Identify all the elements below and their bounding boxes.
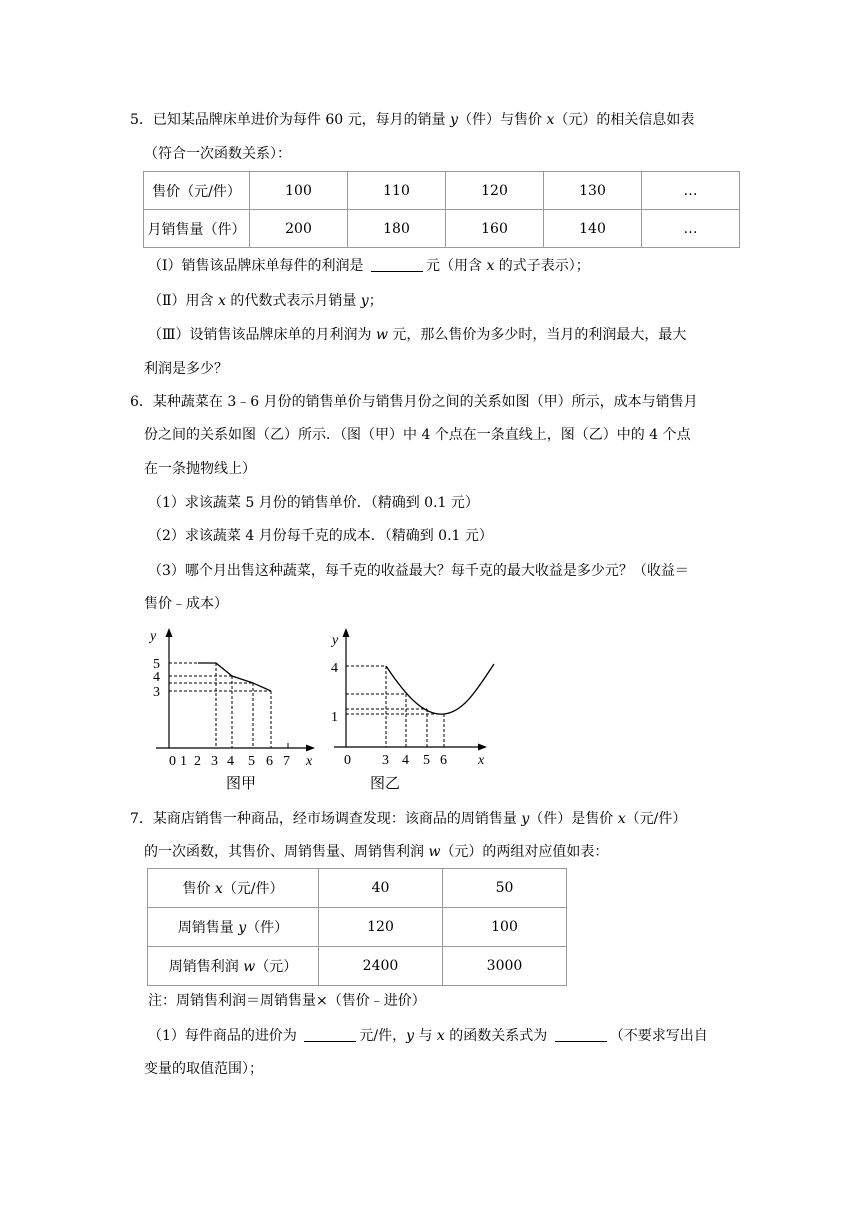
graph-jia xyxy=(140,622,330,794)
x-axis-label: x xyxy=(306,754,313,769)
q7-table xyxy=(147,868,567,986)
q5-part3: （Ⅲ）设销售该品牌床单的月利润为 w 元，那么售价为多少时，当月的利润最大，最大 xyxy=(148,327,687,343)
table-cell: 120 xyxy=(446,172,544,210)
table-cell: 周销售量 y（件） xyxy=(148,908,319,947)
table-cell: 周销售利润 w（元） xyxy=(148,947,319,986)
y-tick-label: 4 xyxy=(331,661,338,676)
x-tick-label: 6 xyxy=(440,753,447,768)
q7-line1: 7．某商店销售一种商品，经市场调查发现：该商品的周销售量 y（件）是售价 x（元/件） xyxy=(130,811,687,827)
q7-note: 注：周销售利润＝周销售量×（售价﹣进价） xyxy=(148,993,426,1009)
x-axis-arrow xyxy=(478,744,487,751)
q5-line2: （符合一次函数关系）： xyxy=(144,146,291,162)
y-axis-arrow xyxy=(166,628,173,637)
table-cell: … xyxy=(642,172,740,210)
q7-sub1: （1）每件商品的进价为 元/件，y 与 x 的函数关系式为 （不要求写出自 xyxy=(148,1028,708,1044)
graph-yi xyxy=(326,620,502,794)
y-tick-label: 3 xyxy=(153,685,160,700)
q7-line2: 的一次函数，其售价、周销售量、周销售利润 w（元）的两组对应值如表： xyxy=(144,844,609,860)
y-tick-label: 5 xyxy=(153,657,160,672)
q5-part3-cont: 利润是多少？ xyxy=(144,361,228,377)
table-row xyxy=(148,947,567,986)
table-cell: 售价（元/件） xyxy=(144,172,250,210)
table-row xyxy=(144,210,740,248)
table-cell: 120 xyxy=(319,908,443,947)
table-cell: 180 xyxy=(348,210,446,248)
x-tick-label: 4 xyxy=(402,753,409,768)
table-cell: 160 xyxy=(446,210,544,248)
q7-sub1-cont: 变量的取值范围）； xyxy=(144,1061,263,1077)
cost-curve xyxy=(386,664,494,714)
y-axis-arrow xyxy=(343,628,350,637)
q6-sub1: （1）求该蔬菜 5 月份的销售单价．（精确到 0.1 元） xyxy=(148,495,479,511)
table-cell: … xyxy=(642,210,740,248)
table-cell: 140 xyxy=(544,210,642,248)
table-cell: 100 xyxy=(443,908,567,947)
x-tick-label: 5 xyxy=(248,754,255,769)
table-cell: 3000 xyxy=(443,947,567,986)
origin-label: 0 xyxy=(344,753,351,768)
q6-line3: 在一条抛物线上） xyxy=(144,461,256,477)
answer-blank[interactable] xyxy=(304,1027,356,1042)
q5-part2: （Ⅱ）用含 x 的代数式表示月销量 y； xyxy=(148,293,383,309)
table-cell: 110 xyxy=(348,172,446,210)
table-cell: 40 xyxy=(319,869,443,908)
answer-blank[interactable] xyxy=(371,257,423,272)
table-cell: 200 xyxy=(250,210,348,248)
table-cell: 100 xyxy=(250,172,348,210)
answer-blank[interactable] xyxy=(555,1027,607,1042)
x-tick-label: 4 xyxy=(227,754,234,769)
x-tick-label: 7 xyxy=(283,754,290,769)
graph-caption: 图乙 xyxy=(370,774,401,792)
table-cell: 2400 xyxy=(319,947,443,986)
q6-line2: 份之间的关系如图（乙）所示．（图（甲）中 4 个点在一条直线上，图（乙）中的 4 个点 xyxy=(144,427,691,443)
table-row xyxy=(148,908,567,947)
x-tick-label: 3 xyxy=(211,754,218,769)
q5-part1: （Ⅰ）销售该品牌床单每件的利润是 元（用含 x 的式子表示）； xyxy=(148,258,590,274)
x-axis-label: x xyxy=(478,753,485,768)
table-cell: 50 xyxy=(443,869,567,908)
graph-caption: 图甲 xyxy=(226,774,257,792)
q6-sub3-cont: 售价﹣成本） xyxy=(144,596,228,612)
q6-sub2: （2）求该蔬菜 4 月份每千克的成本．（精确到 0.1 元） xyxy=(148,528,493,544)
x-axis-arrow xyxy=(306,745,315,752)
y-tick-label: 4 xyxy=(153,670,160,685)
x-tick-label: 3 xyxy=(382,753,389,768)
table-row xyxy=(144,172,740,210)
y-tick-label: 1 xyxy=(331,710,338,725)
table-row xyxy=(148,869,567,908)
x-tick-label: 1 xyxy=(180,754,187,769)
y-axis-label: y xyxy=(332,633,339,648)
x-tick-label: 6 xyxy=(266,754,273,769)
q6-line1: 6．某种蔬菜在 3﹣6 月份的销售单价与销售月份之间的关系如图（甲）所示，成本与销售月 xyxy=(130,394,698,410)
q6-sub3: （3）哪个月出售这种蔬菜，每千克的收益最大？每千克的最大收益是多少元？（收益＝ xyxy=(148,563,689,579)
y-axis-label: y xyxy=(150,629,157,644)
x-tick-label: 2 xyxy=(194,754,201,769)
q5-line1: 5．已知某品牌床单进价为每件 60 元，每月的销量 y（件）与售价 x（元）的相关信息如表 xyxy=(130,112,695,128)
origin-label: 0 xyxy=(169,754,176,769)
price-line xyxy=(198,663,271,691)
table-cell: 130 xyxy=(544,172,642,210)
q5-table xyxy=(143,171,740,248)
table-cell: 售价 x（元/件） xyxy=(148,869,319,908)
table-cell: 月销售量（件） xyxy=(144,210,250,248)
x-tick-label: 5 xyxy=(423,753,430,768)
